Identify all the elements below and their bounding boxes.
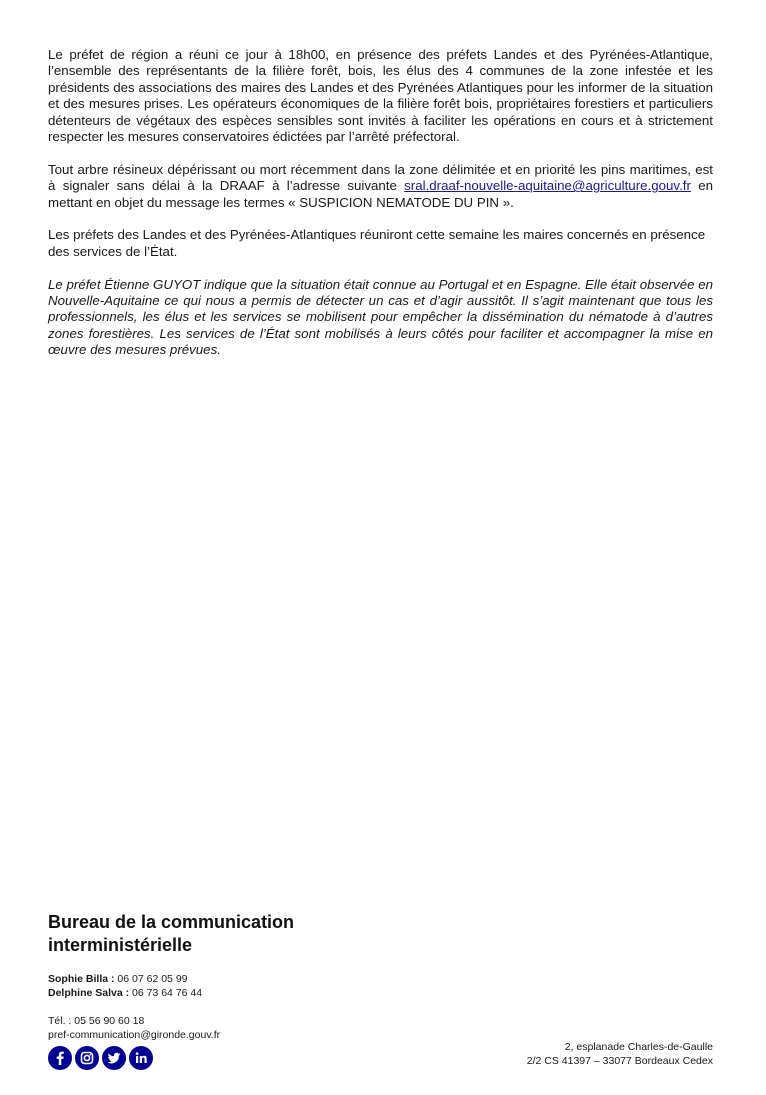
general-phone: Tél. : 05 56 90 60 18: [48, 1015, 145, 1027]
contact-row: [48, 972, 202, 986]
linkedin-icon[interactable]: [129, 1046, 153, 1070]
general-email: pref-communication@gironde.gouv.fr: [48, 1029, 221, 1041]
footer-title: [48, 911, 368, 957]
postal-address: [527, 1040, 713, 1068]
footer-title-line1: Bureau de la communication: [48, 912, 295, 932]
facebook-icon[interactable]: [48, 1046, 72, 1070]
reporting-text-after: en mettant en objet du message les termes « SUSPICION NEMATODE DU PIN ».: [48, 178, 713, 210]
address-line-1: 2, esplanade Charles-de-Gaulle: [564, 1041, 713, 1053]
footer-title-line2: interministérielle: [48, 935, 193, 955]
paragraph-prefect-quote: Le préfet Étienne GUYOT indique que la situation était connue au Portugal et en Espagne. Elle était observée en Nouvelle-Aquitaine ce qui nous a permis de détecter un cas et d’agir aussitôt. Il s’agit maintenant que tous les professionnels, les élus et les services se mobilisent pour empêcher la dissémination du nématode à d’autres zones forestières. Les services de l’État sont mobilisés à leurs côtés pour faciliter et accompagner la mise en œuvre des mesures prévues.: [48, 276, 713, 358]
twitter-icon[interactable]: [102, 1046, 126, 1070]
social-links: [48, 1046, 153, 1070]
press-contacts: [48, 972, 202, 1000]
draaf-email-link[interactable]: sral.draaf-nouvelle-aquitaine@agriculture.gouv.fr: [404, 178, 691, 194]
reporting-text-before: Tout arbre résineux dépérissant ou mort récemment dans la zone délimitée et en priorité les pins maritimes, est à signaler sans délai à la DRAAF à l’adresse suivante: [48, 161, 713, 194]
address-line-2: 2/2 CS 41397 – 33077 Bordeaux Cedex: [526, 1055, 713, 1067]
contact-phone: 06 07 62 05 99: [114, 973, 188, 985]
contact-row: [48, 986, 202, 1000]
general-contact: [48, 1014, 220, 1042]
contact-name: Delphine Salva :: [48, 987, 130, 999]
contact-name: Sophie Billa :: [48, 973, 115, 985]
paragraph-mayors: Les préfets des Landes et des Pyrénées-Atlantiques réuniront cette semaine les maires concernés en présence des services de l’État.: [48, 227, 706, 259]
press-release-body: [48, 47, 713, 375]
contact-phone: 06 73 64 76 44: [129, 987, 203, 999]
paragraph-meeting: Le préfet de région a réuni ce jour à 18h00, en présence des préfets Landes et des Pyrénées-Atlantique, l’ensemble des représentants de la filière forêt, bois, les élus des 4 communes de la zone infestée et les présidents des associations des maires des Landes et des Pyrénées Atlantiques pour les informer de la situation et des mesures prises. Les opérateurs économiques de la filière forêt bois, propriétaires forestiers et particuliers détenteurs de végétaux des espèces sensibles sont invités à faciliter les opérations en cours et à strictement respecter les mesures conservatoires édictées par l’arrêté préfectoral.: [48, 47, 713, 145]
instagram-icon[interactable]: [75, 1046, 99, 1070]
paragraph-reporting: [48, 162, 713, 211]
